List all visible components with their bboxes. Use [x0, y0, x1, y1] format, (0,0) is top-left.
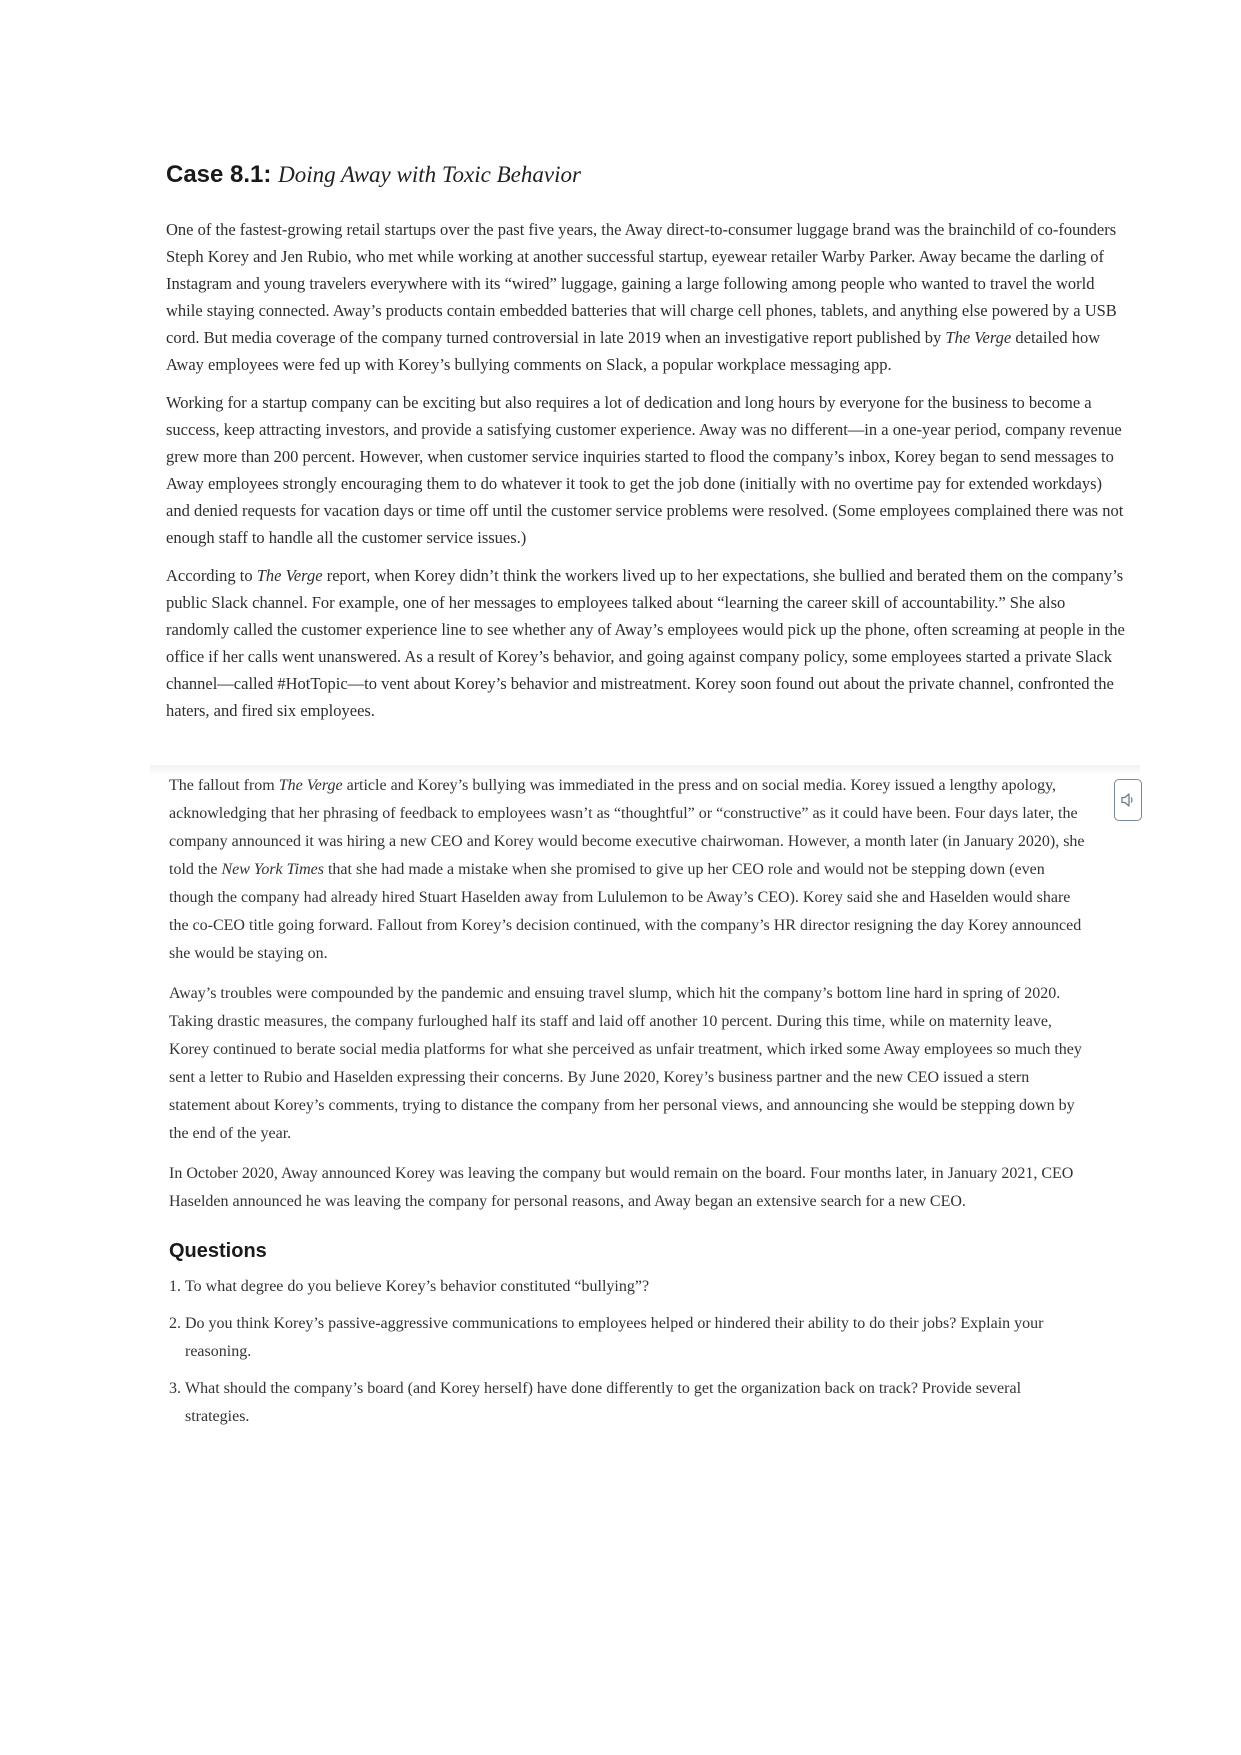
case-section-bottom: [169, 772, 1089, 1440]
text-span: One of the fastest-growing retail startups over the past five years, the Away direct-to-consumer luggage brand was the brainchild of co-founders Steph Korey and Jen Rubio, who met while working at another successful startup, eyewear retailer Warby Parker. Away became the darling of Instagram and young travelers everywhere with its “wired” luggage, gaining a large following among people who wanted to travel the world while staying connected. Away’s products contain embedded batteries that will charge cell phones, tablets, and anything else powered by a USB cord. But media coverage of the company turned controversial in late 2019 when an investigative report published by: [166, 220, 1117, 347]
publication-name: The Verge: [278, 777, 343, 794]
text-span: article and Korey’s bullying was immediated in the press and on social media. Korey issued a lengthy apology, acknowledging that her phrasing of feedback to employees wasn’t as “thoughtful” or “constructive” as it could have been. Four days later, the company announced it was hiring a new CEO and Korey would become executive chairwoman. However, a month later (in January 2020), she told the: [169, 777, 1085, 878]
paragraph-1: [166, 216, 1126, 378]
publication-name: New York Times: [221, 861, 324, 878]
case-title: Doing Away with Toxic Behavior: [278, 162, 581, 187]
question-number: 1.: [169, 1278, 181, 1295]
publication-name: The Verge: [256, 566, 323, 585]
audio-button[interactable]: [1114, 779, 1142, 821]
text-span: Away’s troubles were compounded by the pandemic and ensuing travel slump, which hit the company’s bottom line hard in spring of 2020. Taking drastic measures, the company furloughed half its staff and laid off another 10 percent. During this time, while on maternity leave, Korey continued to berate social media platforms for what she perceived as unfair treatment, which irked some Away employees so much they sent a letter to Rubio and Haselden expressing their concerns. By June 2020, Korey’s business partner and the new CEO issued a stern statement about Korey’s comments, trying to distance the company from her personal views, and announcing she would be stepping down by the end of the year.: [169, 985, 1082, 1142]
text-span: that she had made a mistake when she promised to give up her CEO role and would not be stepping down (even though the company had already hired Stuart Haselden away from Lululemon to be Away’s CEO). Korey said she and Haselden would share the co-CEO title going forward. Fallout from Korey’s decision continued, with the company’s HR director resigning the day Korey announced she would be staying on.: [169, 861, 1082, 962]
question-item: [169, 1310, 1089, 1366]
question-text: What should the company’s board (and Korey herself) have done differently to get the organization back on track? Provide several strategies.: [185, 1380, 1022, 1425]
text-span: Working for a startup company can be exciting but also requires a lot of dedication and long hours by everyone for the business to become a success, keep attracting investors, and provide a satisfying customer experience. Away was no different—in a one-year period, company revenue grew more than 200 percent. However, when customer service inquiries started to flood the company’s inbox, Korey began to send messages to Away employees strongly encouraging them to do whatever it took to get the job done (initially with no overtime pay for extended workdays) and denied requests for vacation days or time off until the customer service problems were resolved. (Some employees complained there was not enough staff to handle all the customer service issues.): [166, 393, 1124, 547]
paragraph-5: [169, 980, 1089, 1148]
case-section-top: [166, 160, 1126, 735]
paragraph-6: [169, 1160, 1089, 1216]
text-span: According to: [166, 566, 257, 585]
paragraph-4: [169, 772, 1089, 968]
questions-heading: Questions: [169, 1240, 267, 1262]
case-heading: [166, 160, 1126, 190]
text-span: The fallout from: [169, 777, 279, 794]
question-item: [169, 1375, 1089, 1431]
speaker-icon: [1121, 792, 1135, 808]
case-label: Case 8.1:: [166, 161, 272, 188]
text-span: In October 2020, Away announced Korey was leaving the company but would remain on the board. Four months later, in January 2021, CEO Haselden announced he was leaving the company for personal reasons, and Away began an extensive search for a new CEO.: [169, 1165, 1074, 1210]
question-item: [169, 1273, 1089, 1301]
question-number: 2.: [169, 1315, 181, 1332]
publication-name: The Verge: [945, 328, 1012, 347]
text-span: report, when Korey didn’t think the workers lived up to her expectations, she bullied and berated them on the company’s public Slack channel. For example, one of her messages to employees talked about “learning the career skill of accountability.” She also randomly called the customer experience line to see whether any of Away’s employees would pick up the phone, often screaming at people in the office if her calls went unanswered. As a result of Korey’s behavior, and going against company policy, some employees started a private Slack channel—called #HotTopic—to vent about Korey’s behavior and mistreatment. Korey soon found out about the private channel, confronted the haters, and fired six employees.: [166, 566, 1125, 720]
question-text: To what degree do you believe Korey’s behavior constituted “bullying”?: [185, 1278, 650, 1295]
paragraph-3: [166, 562, 1126, 724]
questions-list: [169, 1273, 1089, 1431]
paragraph-2: [166, 389, 1126, 551]
question-number: 3.: [169, 1380, 181, 1397]
text-span: detailed how Away employees were fed up with Korey’s bullying comments on Slack, a popular workplace messaging app.: [166, 328, 1101, 374]
question-text: Do you think Korey’s passive-aggressive communications to employees helped or hindered their ability to do their jobs? Explain your reasoning.: [185, 1315, 1044, 1360]
